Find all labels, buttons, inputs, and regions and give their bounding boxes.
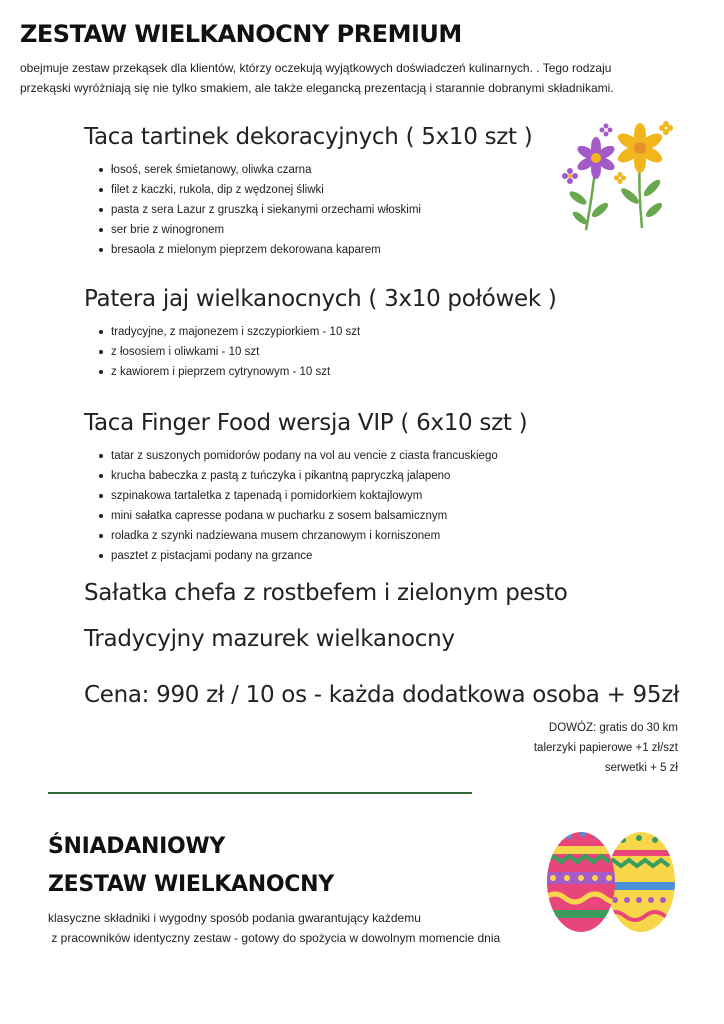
list-item: łosoś, serek śmietanowy, oliwka czarna (96, 160, 421, 180)
list-item: z łososiem i oliwkami - 10 szt (96, 342, 360, 362)
section-finger-food-list (96, 446, 498, 566)
breakfast-title (48, 828, 334, 904)
section-divider (48, 792, 472, 794)
plates-info: talerzyki papierowe +1 zł/szt (533, 742, 678, 754)
breakfast-intro (48, 908, 500, 948)
extras-list (534, 718, 678, 778)
list-item: krucha babeczka z pastą z tuńczyka i pikantną papryczką jalapeno (96, 466, 498, 486)
section-jaja-list (96, 322, 360, 382)
premium-intro-line-2: przekąski wyróżniają się nie tylko smakiem, ale także elegancką prezentacją i starannie dobranymi składnikami. (20, 81, 614, 95)
section-tartinki-list (96, 160, 421, 260)
list-item: tradycyjne, z majonezem i szczypiorkiem - 10 szt (96, 322, 360, 342)
page-title: ZESTAW WIELKANOCNY PREMIUM (20, 20, 462, 48)
napkins-info: serwetki + 5 zł (604, 762, 678, 774)
list-item: pasztet z pistacjami podany na grzance (96, 546, 498, 566)
breakfast-intro-line-2: z pracowników identyczny zestaw - gotowy do spożycia w dowolnym momencie dnia (48, 931, 501, 945)
list-item: tatar z suszonych pomidorów podany na vol au vencie z ciasta francuskiego (96, 446, 498, 466)
easter-eggs-icon (543, 826, 681, 936)
mazurek-title: Tradycyjny mazurek wielkanocny (84, 626, 455, 652)
breakfast-title-line-2: ZESTAW WIELKANOCNY (48, 872, 334, 897)
list-item: szpinakowa tartaletka z tapenadą i pomidorkiem koktajlowym (96, 486, 498, 506)
list-item: ser brie z winogronem (96, 220, 421, 240)
easter-flowers-icon (556, 118, 686, 236)
salad-title: Sałatka chefa z rostbefem i zielonym pesto (84, 580, 568, 606)
premium-intro-line-1: obejmuje zestaw przekąsek dla klientów, którzy oczekują wyjątkowych doświadczeń kulinarnych. . Tego rodzaju (20, 61, 612, 75)
list-item: z kawiorem i pieprzem cytrynowym - 10 szt (96, 362, 360, 382)
list-item: filet z kaczki, rukola, dip z wędzonej śliwki (96, 180, 421, 200)
breakfast-title-line-1: ŚNIADANIOWY (48, 834, 225, 859)
list-item: roladka z szynki nadziewana musem chrzanowym i korniszonem (96, 526, 498, 546)
delivery-info: DOWÓZ: gratis do 30 km (548, 722, 678, 734)
list-item: pasta z sera Lazur z gruszką i siekanymi orzechami włoskimi (96, 200, 421, 220)
breakfast-intro-line-1: klasyczne składniki i wygodny sposób podania gwarantujący każdemu (48, 911, 421, 925)
list-item: mini sałatka capresse podana w pucharku z sosem balsamicznym (96, 506, 498, 526)
price-line: Cena: 990 zł / 10 os - każda dodatkowa osoba + 95zł (84, 682, 680, 708)
section-finger-food-title: Taca Finger Food wersja VIP ( 6x10 szt ) (84, 410, 528, 436)
section-tartinki-title: Taca tartinek dekoracyjnych ( 5x10 szt ) (84, 124, 533, 150)
list-item: bresaola z mielonym pieprzem dekorowana kaparem (96, 240, 421, 260)
section-jaja-title: Patera jaj wielkanocnych ( 3x10 połówek ) (84, 286, 557, 312)
premium-intro (20, 58, 710, 98)
